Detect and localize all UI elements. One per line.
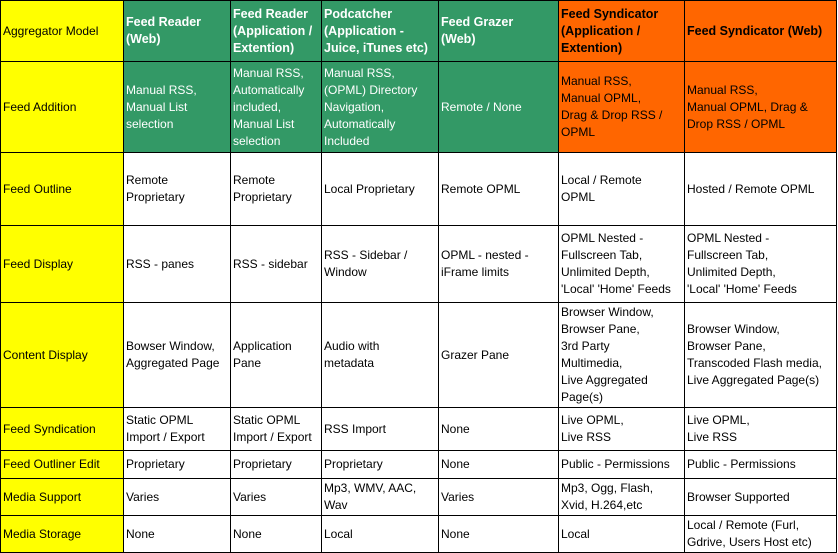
table-row [1, 62, 837, 153]
column-header: Feed Reader (Web) [124, 1, 231, 62]
table-cell: Application Pane [231, 303, 322, 408]
table-cell: Proprietary [124, 451, 231, 479]
table-row [1, 451, 837, 479]
table-cell: None [439, 408, 559, 451]
table-cell: Manual RSS, Automatically included, Manual List selection [231, 62, 322, 153]
table-cell: Audio with metadata [322, 303, 439, 408]
table-row [1, 408, 837, 451]
table-cell: Browser Supported [685, 479, 837, 516]
table-cell: Varies [124, 479, 231, 516]
table-cell: OPML Nested - Fullscreen Tab, Unlimited Depth, 'Local' 'Home' Feeds [559, 226, 685, 303]
column-header: Feed Grazer (Web) [439, 1, 559, 62]
table-cell: Static OPML Import / Export [124, 408, 231, 451]
table-cell: Local [559, 516, 685, 553]
table-cell: Local [322, 516, 439, 553]
row-header: Media Support [1, 479, 124, 516]
table-cell: RSS - sidebar [231, 226, 322, 303]
table-row [1, 516, 837, 553]
table-cell: Live OPML, Live RSS [559, 408, 685, 451]
table-cell: Proprietary [322, 451, 439, 479]
table-cell: Mp3, Ogg, Flash, Xvid, H.264,etc [559, 479, 685, 516]
table-cell: None [231, 516, 322, 553]
table-cell: None [439, 451, 559, 479]
table-cell: Hosted / Remote OPML [685, 153, 837, 226]
table-cell: Varies [231, 479, 322, 516]
corner-header: Aggregator Model [1, 1, 124, 62]
table-cell: Remote OPML [439, 153, 559, 226]
table-cell: Proprietary [231, 451, 322, 479]
table-cell: Manual RSS, Manual OPML, Drag & Drop RSS / OPML [685, 62, 837, 153]
column-header: Feed Reader (Application / Extention) [231, 1, 322, 62]
table-cell: Manual RSS, Manual OPML, Drag & Drop RSS / OPML [559, 62, 685, 153]
table-cell: Bowser Window, Aggregated Page [124, 303, 231, 408]
table-cell: Varies [439, 479, 559, 516]
table-cell: RSS Import [322, 408, 439, 451]
table-cell: RSS - Sidebar / Window [322, 226, 439, 303]
row-header: Media Storage [1, 516, 124, 553]
table-cell: Local Proprietary [322, 153, 439, 226]
table-cell: Local / Remote OPML [559, 153, 685, 226]
table-cell: Live OPML, Live RSS [685, 408, 837, 451]
table-cell: Local / Remote (Furl, Gdrive, Users Host etc) [685, 516, 837, 553]
table-cell: Browser Window, Browser Pane, Transcoded Flash media, Live Aggregated Page(s) [685, 303, 837, 408]
row-header: Feed Syndication [1, 408, 124, 451]
table-cell: Grazer Pane [439, 303, 559, 408]
row-header: Feed Outliner Edit [1, 451, 124, 479]
table-cell: Remote / None [439, 62, 559, 153]
table-cell: None [439, 516, 559, 553]
column-header: Podcatcher (Application - Juice, iTunes etc) [322, 1, 439, 62]
table-cell: Remote Proprietary [231, 153, 322, 226]
row-header: Feed Display [1, 226, 124, 303]
table-cell: Manual RSS, Manual List selection [124, 62, 231, 153]
table-cell: Mp3, WMV, AAC, Wav [322, 479, 439, 516]
table-cell: Public - Permissions [559, 451, 685, 479]
table-row [1, 479, 837, 516]
table-cell: Browser Window, Browser Pane, 3rd Party Multimedia, Live Aggregated Page(s) [559, 303, 685, 408]
table-row [1, 226, 837, 303]
header-row [1, 1, 837, 62]
table-row [1, 153, 837, 226]
row-header: Feed Outline [1, 153, 124, 226]
row-header: Content Display [1, 303, 124, 408]
table-cell: OPML Nested - Fullscreen Tab, Unlimited Depth, 'Local' 'Home' Feeds [685, 226, 837, 303]
table-cell: Public - Permissions [685, 451, 837, 479]
column-header: Feed Syndicator (Application / Extention) [559, 1, 685, 62]
table-row [1, 303, 837, 408]
table-cell: None [124, 516, 231, 553]
row-header: Feed Addition [1, 62, 124, 153]
table-cell: RSS - panes [124, 226, 231, 303]
table-cell: Manual RSS, (OPML) Directory Navigation, Automatically Included [322, 62, 439, 153]
table-cell: Remote Proprietary [124, 153, 231, 226]
table-cell: Static OPML Import / Export [231, 408, 322, 451]
column-header: Feed Syndicator (Web) [685, 1, 837, 62]
table-cell: OPML - nested - iFrame limits [439, 226, 559, 303]
